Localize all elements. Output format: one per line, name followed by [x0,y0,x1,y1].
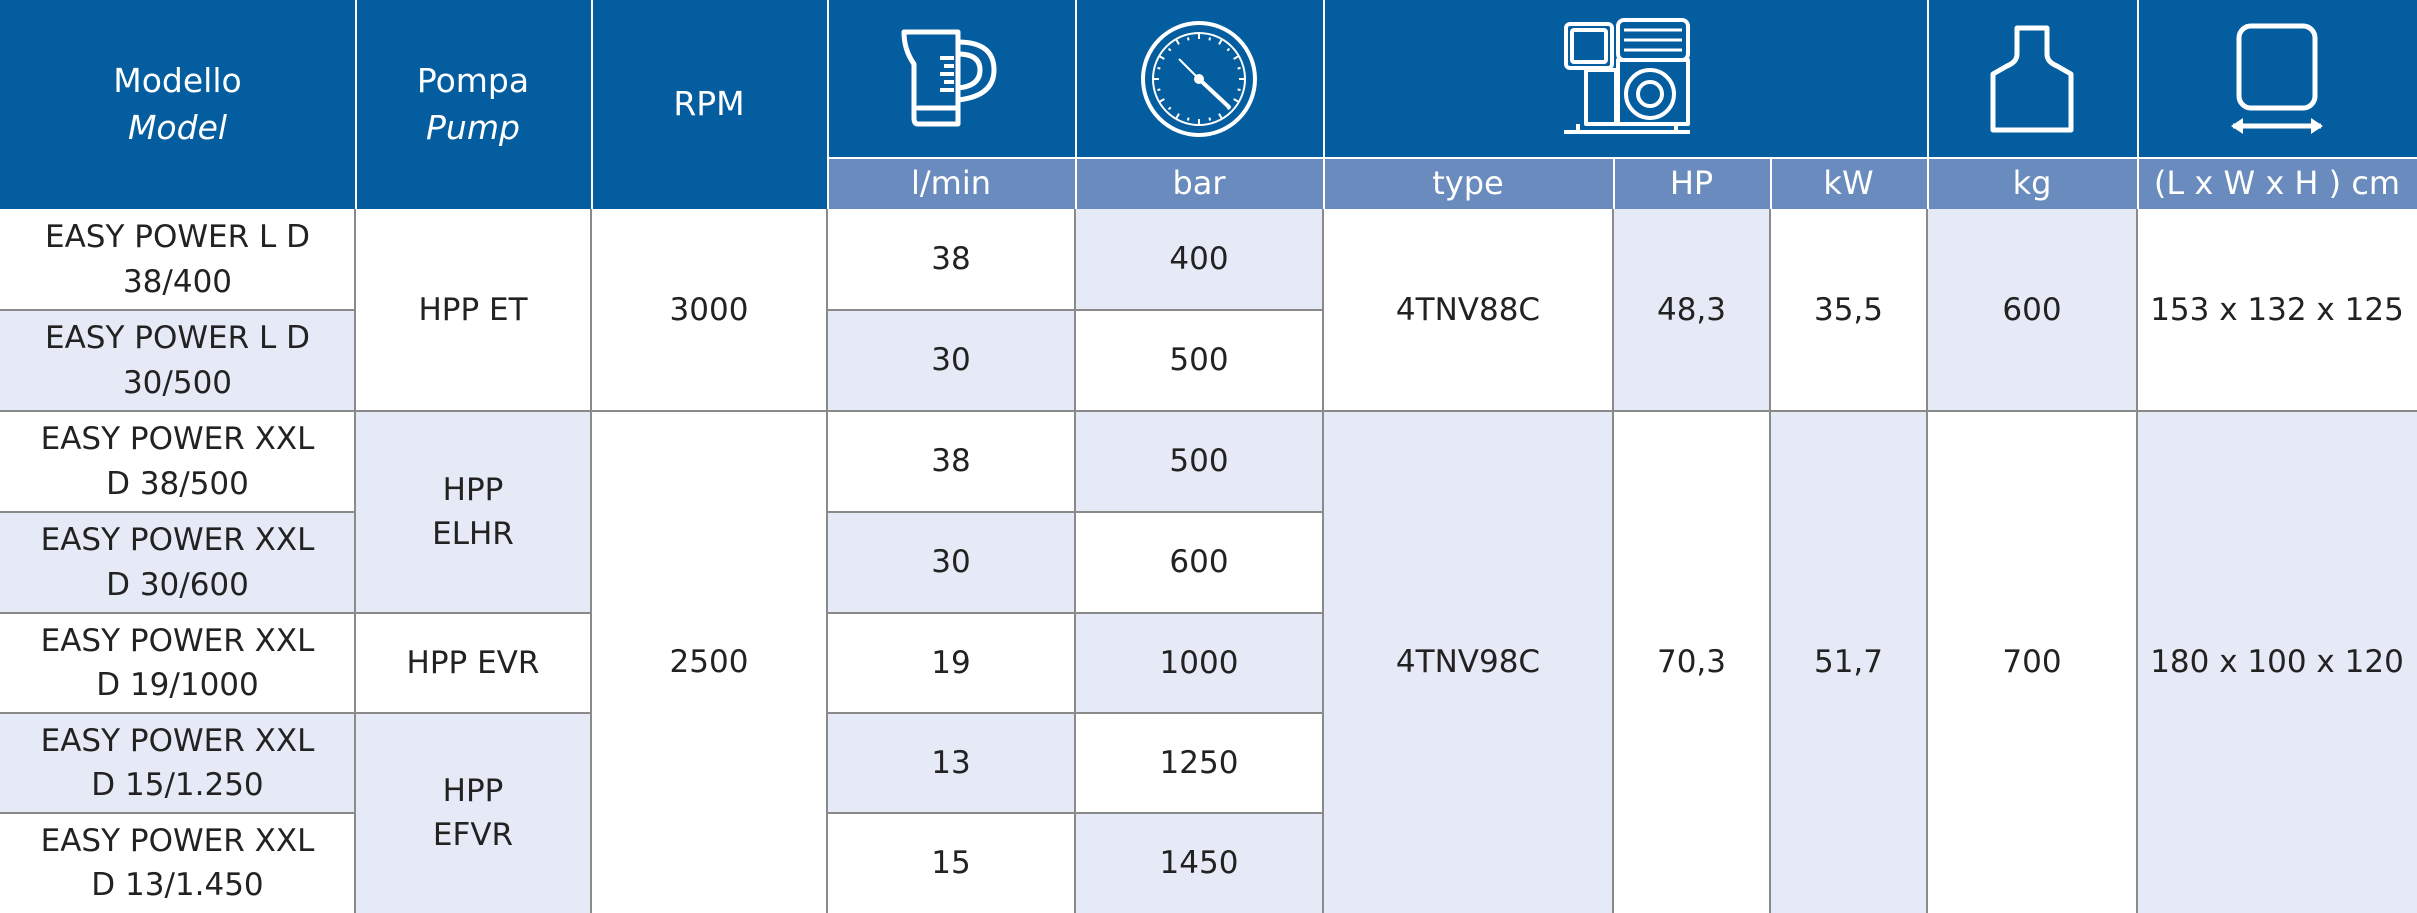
header-engine-icon-cell [1323,0,1927,158]
table-row-model: EASY POWER XXL D 30/600 [0,512,355,613]
pressure-cell: 1450 [1075,813,1323,913]
unit-kg: kg [1927,158,2137,209]
jug-icon [896,24,1006,134]
table-row-model: EASY POWER XXL D 13/1.450 [0,813,355,913]
engine-kw-cell: 35,5 [1770,209,1927,411]
engine-icon [1558,14,1693,144]
flow-cell: 19 [827,613,1075,713]
engine-hp-cell: 70,3 [1613,411,1770,913]
pressure-cell: 600 [1075,512,1323,613]
pressure-cell: 1000 [1075,613,1323,713]
header-flow-icon-cell [827,0,1075,158]
dimensions-cell: 153 x 132 x 125 [2137,209,2417,411]
pressure-gauge-icon [1139,19,1259,139]
unit-flow: l/min [827,158,1075,209]
pressure-cell: 1250 [1075,713,1323,813]
unit-pressure: bar [1075,158,1323,209]
pressure-cell: 500 [1075,310,1323,411]
engine-type-cell: 4TNV88C [1323,209,1613,411]
pump-cell: HPP ELHR [355,411,591,613]
unit-type: type [1323,158,1613,209]
table-row-model: EASY POWER XXL D 19/1000 [0,613,355,713]
flow-cell: 30 [827,310,1075,411]
header-weight-icon-cell [1927,0,2137,158]
pressure-cell: 500 [1075,411,1323,512]
unit-kw: kW [1770,158,1927,209]
dimensions-cell: 180 x 100 x 120 [2137,411,2417,913]
header-pump-en: Pump [426,107,520,147]
unit-hp: HP [1613,158,1770,209]
flow-cell: 13 [827,713,1075,813]
header-pump [355,0,591,209]
dimensions-icon [2227,22,2327,137]
pump-cell: HPP EVR [355,613,591,713]
header-model-it: Modello [113,60,242,100]
weight-cell: 600 [1927,209,2137,411]
table-row-model: EASY POWER XXL D 38/500 [0,411,355,512]
flow-cell: 15 [827,813,1075,913]
header-model-en: Model [127,107,228,147]
table-row-model: EASY POWER L D 38/400 [0,209,355,310]
rpm-cell: 3000 [591,209,827,411]
flow-cell: 38 [827,209,1075,310]
header-pump-it: Pompa [416,60,530,100]
flow-cell: 30 [827,512,1075,613]
pump-cell: HPP EFVR [355,713,591,913]
header-pressure-icon-cell [1075,0,1323,158]
table-row-model: EASY POWER XXL D 15/1.250 [0,713,355,813]
pump-cell: HPP ET [355,209,591,411]
pressure-cell: 400 [1075,209,1323,310]
header-rpm: RPM [591,0,827,209]
weight-icon [1987,22,2077,137]
table-row-model: EASY POWER L D 30/500 [0,310,355,411]
engine-type-cell: 4TNV98C [1323,411,1613,913]
engine-kw-cell: 51,7 [1770,411,1927,913]
weight-cell: 700 [1927,411,2137,913]
engine-hp-cell: 48,3 [1613,209,1770,411]
rpm-cell: 2500 [591,411,827,913]
header-model [0,0,355,209]
unit-dimensions: (L x W x H ) cm [2137,158,2417,209]
flow-cell: 38 [827,411,1075,512]
header-dimensions-icon-cell [2137,0,2417,158]
